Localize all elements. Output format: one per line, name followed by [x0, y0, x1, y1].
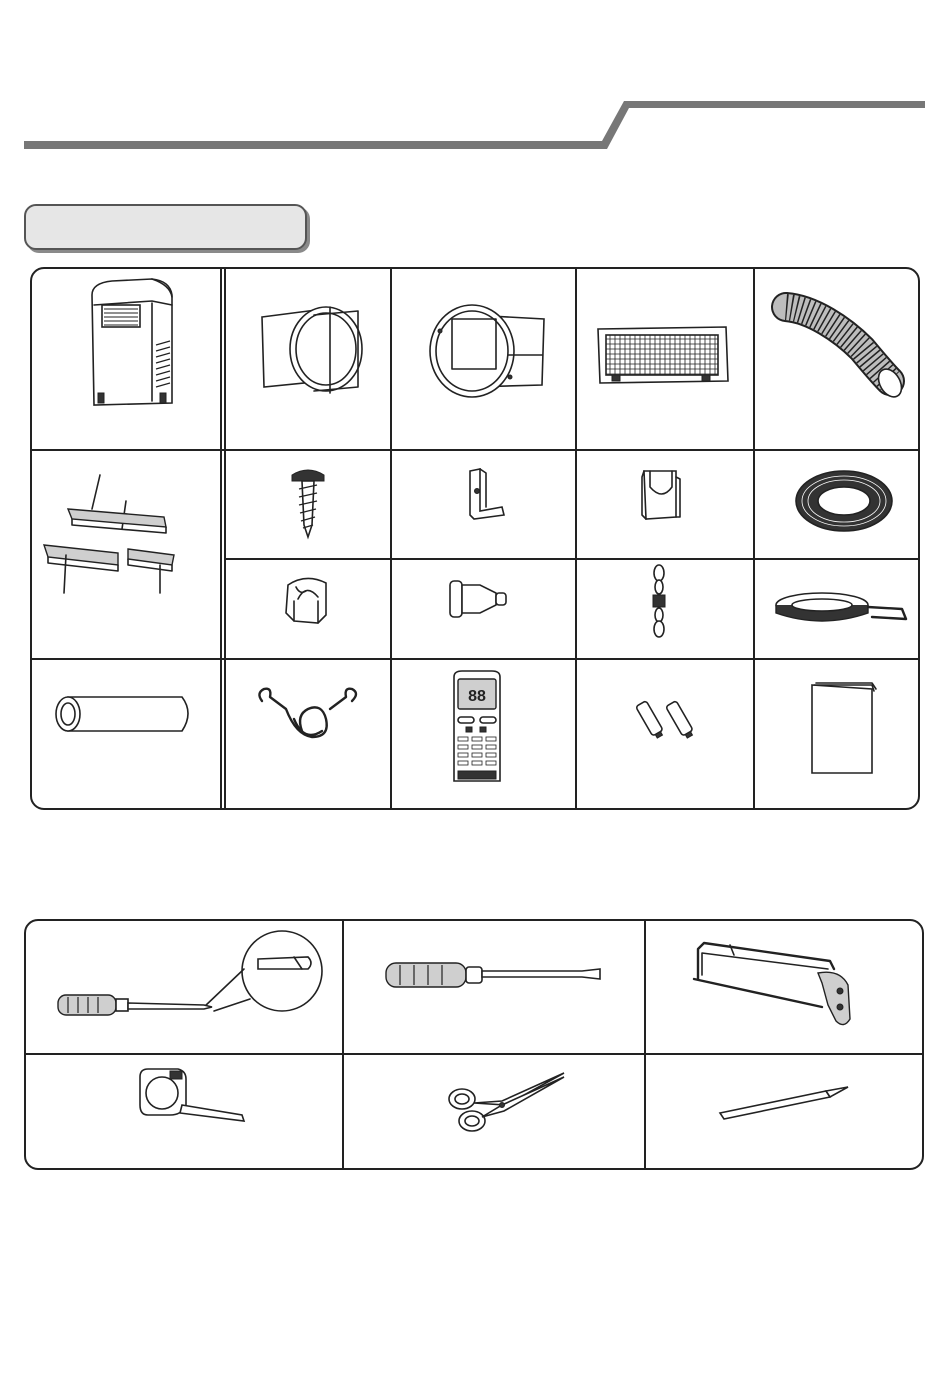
part-hose-holder	[636, 467, 686, 527]
tool-pencil	[716, 1085, 856, 1125]
part-foam-seal-roll	[790, 467, 900, 537]
part-batteries	[628, 693, 708, 743]
part-remote-control	[448, 669, 508, 789]
part-manual	[802, 679, 882, 779]
part-clip	[278, 569, 338, 629]
part-l-bracket	[462, 467, 512, 527]
part-exhaust-hose	[772, 289, 912, 409]
part-spring-clip	[252, 679, 372, 759]
part-drain-tube	[46, 693, 196, 737]
part-window-slider-kit	[40, 469, 220, 609]
part-drain-plug	[446, 575, 516, 625]
part-air-conditioner-unit	[72, 275, 222, 415]
part-air-filter	[594, 319, 734, 389]
tools-grid	[24, 919, 924, 1170]
tool-hacksaw	[690, 935, 870, 1035]
part-safety-chain	[644, 563, 674, 643]
tool-flat-screwdriver	[382, 957, 612, 997]
section-heading-pill	[24, 204, 307, 250]
part-window-adapter-a	[254, 297, 374, 407]
tool-tape-measure	[130, 1065, 270, 1145]
header-rule	[0, 0, 950, 160]
part-window-adapter-b	[412, 295, 552, 411]
tool-scissors	[442, 1071, 572, 1141]
tool-phillips-screwdriver	[54, 929, 324, 1039]
remote-display: 88	[468, 688, 486, 705]
part-screw	[288, 465, 328, 545]
part-adhesive-tape	[772, 587, 912, 627]
parts-grid	[30, 267, 920, 810]
